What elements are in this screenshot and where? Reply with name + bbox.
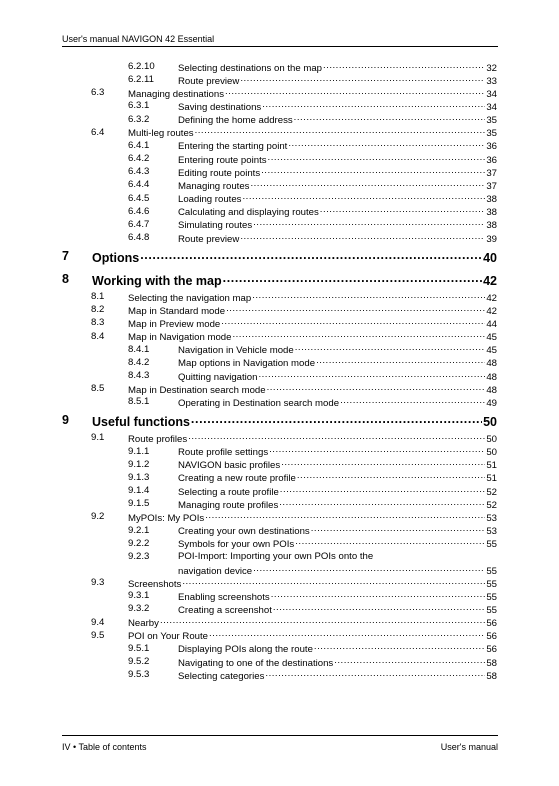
toc-entry-title: Map options in Navigation mode [178,358,316,370]
toc-entry-number: 6.3.1 [128,100,150,112]
toc-entry-title: Working with the map [92,273,222,288]
toc-entry-title: Selecting destinations on the map [178,62,322,74]
toc-leader-dots [267,383,486,393]
toc-entry-title: Map in Preview mode [128,318,221,330]
toc-leader-dots [140,249,482,262]
toc-entry-page: 34 [486,102,497,114]
footer-right: User's manual [440,742,498,752]
toc-entry-title: Entering route points [178,154,267,166]
toc-entry[interactable] [128,74,497,87]
toc-entry[interactable] [128,219,497,232]
toc-entry-number: 6.2.11 [128,74,154,86]
toc-entry-continuation[interactable] [178,564,497,577]
toc-entry-title: Calculating and displaying routes [178,207,319,219]
toc-entry-page: 50 [486,434,497,446]
toc-entry[interactable] [128,472,497,485]
toc-entry-page: 44 [486,318,497,330]
toc-entry-title: POI on Your Route [128,631,209,643]
toc-entry-number: 9.2.1 [128,524,150,536]
toc-entry-title: Creating your own destinations [178,526,310,538]
toc-entry[interactable] [91,304,497,317]
toc-entry[interactable] [91,630,497,643]
toc-entry-page: 56 [486,644,497,656]
toc-entry-page: 53 [486,512,497,524]
toc-entry-page: 32 [486,62,497,74]
toc-entry-page: 34 [486,88,497,100]
toc-entry[interactable] [128,396,497,409]
toc-leader-dots [226,304,485,314]
toc-entry[interactable] [128,551,497,562]
toc-entry-number: 8.5.1 [128,396,150,408]
toc-entry[interactable] [128,603,497,616]
toc-leader-dots [340,396,485,406]
toc-entry[interactable] [91,87,497,100]
toc-entry-page: 58 [486,657,497,669]
toc-entry-number: 9.5.1 [128,642,150,654]
toc-entry-page: 48 [486,371,497,383]
toc-entry-title: Selecting a route profile [178,486,279,498]
toc-entry-title: Simulating routes [178,220,253,232]
toc-entry[interactable] [128,206,497,219]
toc-entry-title-cont: navigation device [178,565,253,577]
toc-leader-dots [265,669,485,679]
toc-entry[interactable] [128,446,497,459]
toc-entry[interactable] [128,538,497,551]
toc-entry-number: 9.1.1 [128,445,150,457]
toc-leader-dots [281,459,485,469]
toc-entry-page: 56 [486,618,497,630]
toc-entry-page: 37 [486,167,497,179]
toc-entry-title: Route profiles [128,434,188,446]
toc-leader-dots [209,630,485,640]
toc-entry-page: 38 [486,207,497,219]
toc-entry-number: 6.4.5 [128,192,150,204]
toc-entry-number: 8.5 [91,383,105,395]
toc-entry[interactable] [128,140,497,153]
toc-leader-dots [295,344,486,354]
toc-entry[interactable] [128,357,497,370]
toc-entry-number: 9.3 [91,577,105,589]
toc-entry-title: Screenshots [128,578,182,590]
toc-entry[interactable] [128,498,497,511]
toc-entry[interactable] [128,193,497,206]
toc-entry-title: Operating in Destination search mode [178,397,340,409]
toc-entry[interactable] [128,344,497,357]
toc-leader-dots [262,100,485,110]
toc-entry-number: 9.1 [91,432,105,444]
toc-entry-number: 7 [62,249,69,264]
toc-entry-title: Map in Standard mode [128,305,226,317]
toc-leader-dots [188,432,485,442]
toc-entry-page: 50 [486,447,497,459]
toc-leader-dots [242,193,485,203]
toc-entry-title: Saving destinations [178,102,262,114]
toc-entry[interactable] [128,370,497,383]
toc-entry[interactable] [128,485,497,498]
toc-leader-dots [191,413,482,426]
toc-entry-number: 6.4 [91,126,105,138]
toc-entry[interactable] [91,511,497,524]
toc-leader-dots [294,114,486,124]
toc-entry[interactable] [62,272,497,288]
toc-entry-title: Selecting categories [178,670,265,682]
toc-leader-dots [323,61,485,71]
toc-entry[interactable] [91,617,497,630]
toc-entry-title: Selecting the navigation map [128,292,252,304]
toc-entry-page: 40 [483,250,497,265]
page-header [62,33,498,47]
toc-entry-title: Loading routes [178,194,242,206]
toc-entry-page: 52 [486,486,497,498]
toc-entry-number: 9.4 [91,616,105,628]
toc-leader-dots [269,446,485,456]
toc-entry-page: 51 [486,473,497,485]
toc-entry[interactable] [128,166,497,179]
toc-entry[interactable] [128,590,497,603]
toc-entry-page: 42 [483,273,497,288]
toc-entry-page: 48 [486,358,497,370]
toc-entry-number: 8.3 [91,317,105,329]
toc-entry[interactable] [128,459,497,472]
toc-entry-number: 6.4.6 [128,205,150,217]
toc-entry-title: Multi-leg routes [128,128,194,140]
toc-entry-page: 55 [486,565,497,577]
toc-leader-dots [232,331,485,341]
toc-entry[interactable] [91,291,497,304]
toc-entry-title: Route profile settings [178,447,269,459]
toc-leader-dots [261,166,485,176]
toc-leader-dots [225,87,485,97]
toc-entry-title: Entering the starting point [178,141,288,153]
toc-leader-dots [221,317,485,327]
toc-leader-dots [295,538,485,548]
toc-entry-title: POI-Import: Importing your own POIs onto the [178,550,374,562]
toc-leader-dots [280,485,486,495]
toc-leader-dots [240,74,485,84]
toc-entry-page: 36 [486,141,497,153]
toc-leader-dots [288,140,485,150]
toc-entry-title: NAVIGON basic profiles [178,460,281,472]
toc-leader-dots [252,291,485,301]
toc-entry-title: Managing route profiles [178,499,279,511]
toc-entry-number: 6.2.10 [128,61,155,72]
toc-entry-title: Displaying POIs along the route [178,644,313,656]
toc-entry[interactable] [91,383,497,396]
toc-entry-number: 9.1.4 [128,485,150,497]
toc-entry-title: Useful functions [92,414,190,429]
toc-leader-dots [334,656,485,666]
toc-entry[interactable] [128,61,497,74]
footer-left: IV • Table of contents [62,742,147,752]
header-title: User's manual NAVIGON 42 Essential [62,34,215,44]
toc-entry-title: Quitting navigation [178,371,258,383]
toc-leader-dots [258,370,485,380]
toc-entry-title: Route preview [178,75,240,87]
toc-entry-title: Enabling screenshots [178,591,270,603]
toc-entry-title: Options [92,250,140,265]
toc-entry-title: Symbols for your own POIs [178,539,295,551]
toc-entry-page: 45 [486,332,497,344]
toc-leader-dots [240,232,485,242]
toc-entry-title: Navigating to one of the destinations [178,657,334,669]
toc-leader-dots [253,219,485,229]
toc-entry-page: 35 [486,115,497,127]
toc-leader-dots [271,590,486,600]
toc-entry-number: 8.4.1 [128,343,150,355]
toc-entry[interactable] [128,179,497,192]
toc-entry-number: 8.4 [91,330,105,342]
toc-entry-number: 9.5.2 [128,656,150,667]
toc-entry-number: 6.4.7 [128,218,150,230]
toc-entry-title: Managing routes [178,180,250,192]
toc-entry-title: Creating a screenshot [178,604,272,616]
toc-entry[interactable] [62,249,497,265]
toc-entry-page: 55 [486,578,497,590]
toc-entry[interactable] [91,127,497,140]
toc-entry-title: MyPOIs: My POIs [128,512,205,524]
toc-entry-page: 33 [486,75,497,87]
toc-entry-number: 6.4.3 [128,166,150,178]
toc-entry-number: 8.4.2 [128,356,150,368]
toc-entry-page: 56 [486,631,497,643]
toc-entry-page: 42 [486,292,497,304]
toc-entry-number: 9.1.3 [128,471,150,483]
toc-entry[interactable] [128,643,497,656]
toc-entry-title: Route preview [178,233,240,245]
toc-entry-page: 51 [486,460,497,472]
toc-entry-number: 9.3.2 [128,603,150,615]
toc-leader-dots [320,206,486,216]
toc-entry-title: Nearby [128,618,159,630]
toc-entry-page: 50 [483,414,497,429]
toc-entry-page: 37 [486,180,497,192]
toc-entry-number: 6.3 [91,87,105,99]
toc-entry-number: 9.5.3 [128,669,150,681]
toc-leader-dots [195,127,486,137]
toc-leader-dots [316,357,485,367]
toc-leader-dots [314,643,485,653]
toc-leader-dots [297,472,485,482]
toc-leader-dots [182,577,485,587]
toc-entry-number: 6.3.2 [128,113,150,125]
toc-entry-title: Map in Destination search mode [128,384,266,396]
toc-entry[interactable] [128,114,497,127]
toc-entry-title: Managing destinations [128,88,225,100]
toc-leader-dots [268,153,486,163]
toc-entry[interactable] [91,331,497,344]
toc-leader-dots [250,179,485,189]
toc-entry-page: 58 [486,670,497,682]
toc-entry-number: 8.2 [91,304,105,316]
toc-entry-page: 42 [486,305,497,317]
toc-entry-title: Map in Navigation mode [128,332,232,344]
toc-entry-page: 55 [486,539,497,551]
toc-entry-number: 6.4.4 [128,179,150,191]
toc-entry-number: 8.1 [91,291,105,303]
toc-entry[interactable] [91,432,497,445]
toc-entry[interactable] [128,153,497,166]
toc-entry-title: Editing route points [178,167,261,179]
toc-entry-number: 9.2.3 [128,550,150,562]
toc-entry-page: 49 [486,397,497,409]
toc-entry-number: 8.4.3 [128,370,150,381]
toc-entry[interactable] [128,656,497,669]
toc-entry-page: 55 [486,591,497,603]
toc-entry-number: 9.5 [91,629,105,641]
toc-leader-dots [253,564,485,574]
toc-entry-page: 48 [486,384,497,396]
toc-entry-title: Creating a new route profile [178,473,296,485]
toc-leader-dots [279,498,485,508]
toc-entry[interactable] [128,100,497,113]
toc-entry-title: Navigation in Vehicle mode [178,345,294,357]
toc-leader-dots [311,525,486,535]
toc-entry-title: Defining the home address [178,115,293,127]
toc-entry-page: 45 [486,345,497,357]
toc-entry-page: 36 [486,154,497,166]
toc-entry-page: 53 [486,526,497,538]
toc-entry-page: 35 [486,128,497,140]
toc-entry-number: 9.1.2 [128,458,150,470]
toc-entry-number: 6.4.1 [128,139,150,151]
toc-entry-number: 6.4.8 [128,231,150,243]
toc-entry[interactable] [91,577,497,590]
toc-entry-page: 55 [486,604,497,616]
toc-entry-number: 9.3.1 [128,590,150,602]
toc-entry-page: 38 [486,220,497,232]
toc-entry-page: 52 [486,499,497,511]
toc-entry-number: 6.4.2 [128,153,150,165]
toc-leader-dots [205,511,485,521]
toc-leader-dots [273,603,485,613]
toc-entry-number: 9.2.2 [128,537,150,549]
toc-entry-page: 39 [486,233,497,245]
toc-entry[interactable] [128,232,497,245]
toc-entry[interactable] [62,413,497,429]
toc-entry[interactable] [128,669,497,682]
toc-entry-number: 9.2 [91,511,105,523]
page-footer [62,735,498,753]
toc-entry-page: 38 [486,194,497,206]
toc-entry-number: 8 [62,272,69,287]
toc-entry-number: 9.1.5 [128,498,150,510]
toc-entry[interactable] [128,525,497,538]
toc-entry-number: 9 [62,413,69,428]
toc-leader-dots [223,272,482,285]
toc-entry[interactable] [91,317,497,330]
toc-leader-dots [160,617,485,627]
